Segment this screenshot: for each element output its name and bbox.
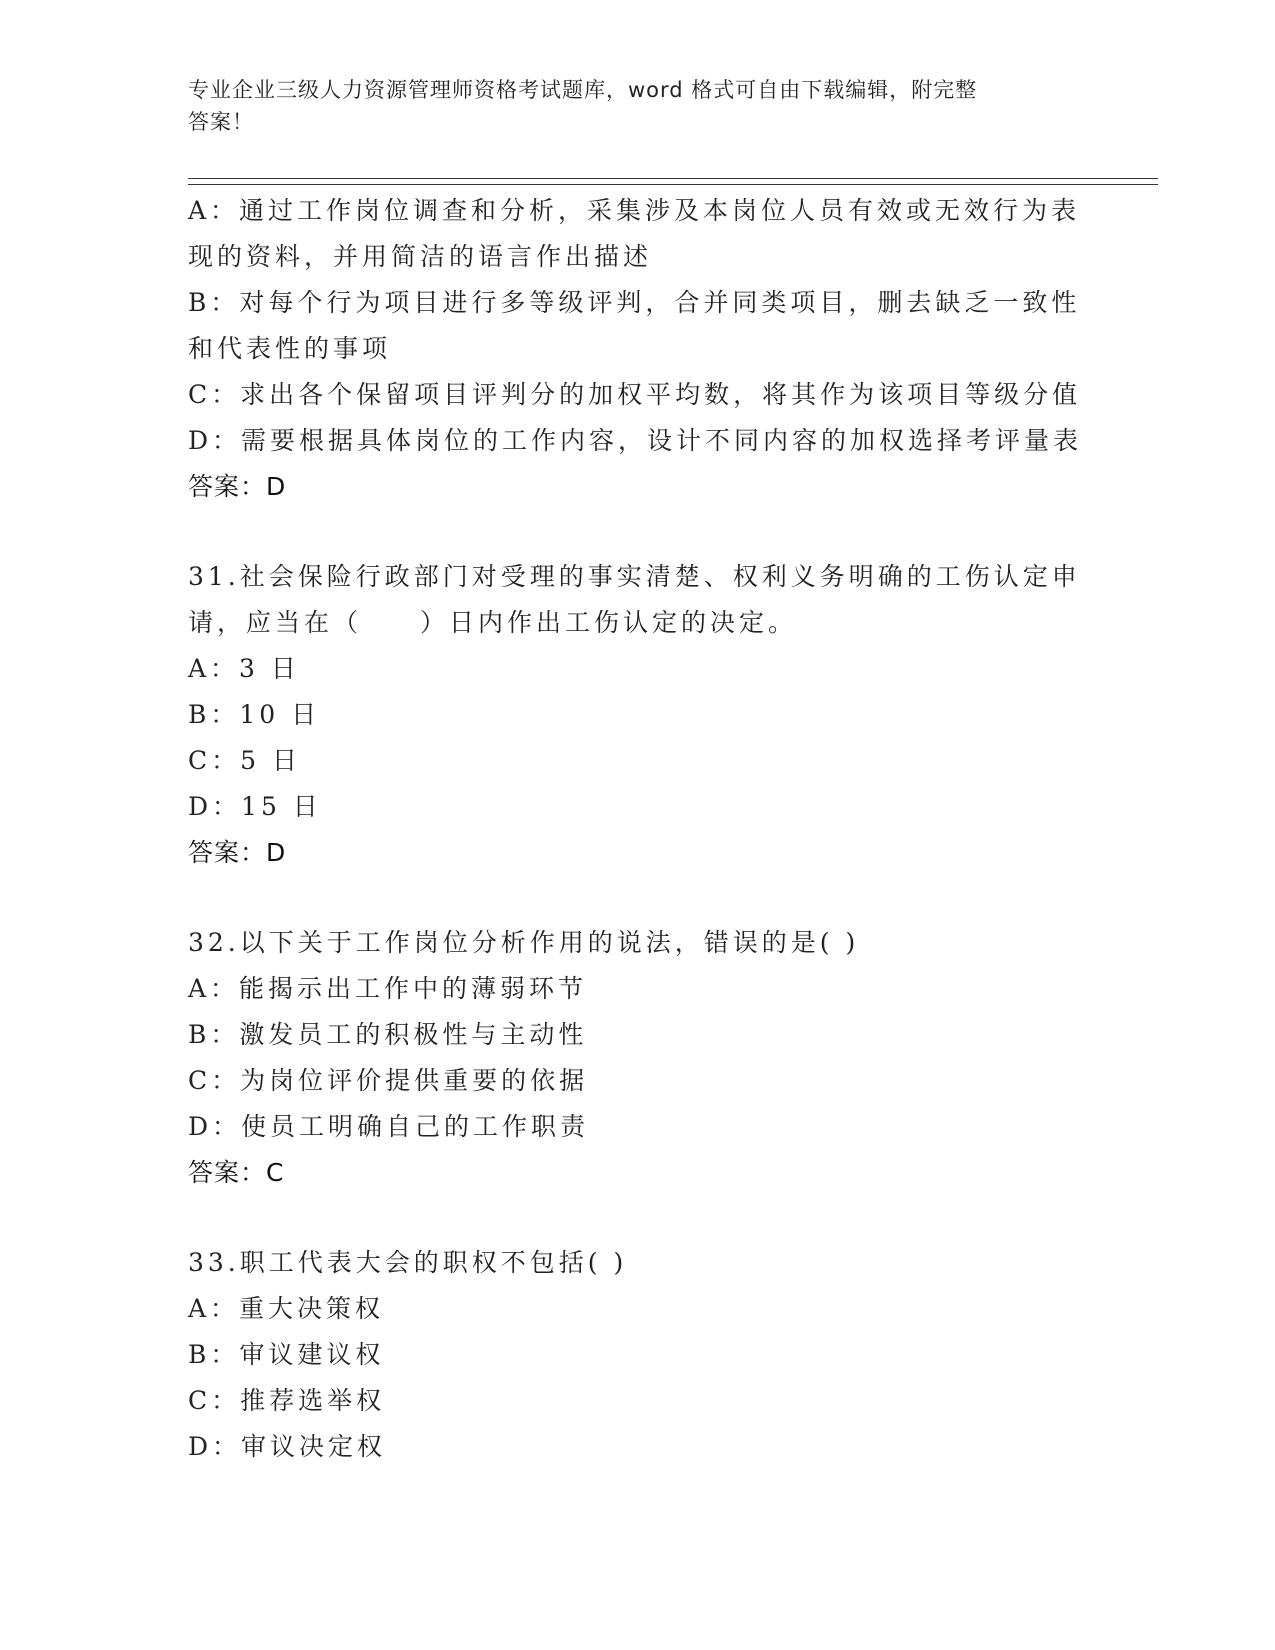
option-b-continued: 和代表性的事项 — [188, 334, 392, 363]
question-stem: 32.以下关于工作岗位分析作用的说法，错误的是( ) — [188, 928, 860, 957]
header-line-2: 答案！ — [188, 110, 254, 134]
option-c: C：为岗位评价提供重要的依据 — [188, 1066, 589, 1095]
answer-text: 答案：C — [188, 1158, 285, 1187]
question-30-continuation — [188, 188, 1088, 510]
question-32 — [188, 920, 1088, 1196]
header-line-1: 专业企业三级人力资源管理师资格考试题库，word 格式可自由下载编辑，附完整 — [188, 78, 978, 102]
document-header — [188, 74, 1088, 138]
spacer — [188, 876, 1088, 920]
option-c: C：5 日 — [188, 746, 301, 775]
question-31 — [188, 554, 1088, 876]
question-stem: 33.职工代表大会的职权不包括( ) — [188, 1248, 628, 1277]
option-d: D：审议决定权 — [188, 1432, 387, 1461]
question-content — [188, 188, 1088, 1470]
question-stem-continued: 请，应当在（ ）日内作出工伤认定的决定。 — [188, 608, 798, 637]
option-b: B：对每个行为项目进行多等级评判，合并同类项目，删去缺乏一致性 — [188, 288, 1081, 317]
spacer — [188, 510, 1088, 554]
option-b: B：10 日 — [188, 700, 321, 729]
option-b: B：激发员工的积极性与主动性 — [188, 1020, 588, 1049]
option-a: A：通过工作岗位调查和分析，采集涉及本岗位人员有效或无效行为表 — [188, 196, 1081, 225]
option-a: A：能揭示出工作中的薄弱环节 — [188, 974, 588, 1003]
header-divider-bottom — [188, 184, 1158, 185]
answer-text: 答案：D — [188, 838, 287, 867]
option-d: D：需要根据具体岗位的工作内容，设计不同内容的加权选择考评量表 — [188, 426, 1083, 455]
question-stem: 31.社会保险行政部门对受理的事实清楚、权利义务明确的工伤认定申 — [188, 562, 1081, 591]
question-33 — [188, 1240, 1088, 1470]
option-b: B：审议建议权 — [188, 1340, 385, 1369]
header-divider-top — [188, 178, 1158, 179]
option-a: A：重大决策权 — [188, 1294, 385, 1323]
option-a-continued: 现的资料，并用简洁的语言作出描述 — [188, 242, 653, 271]
spacer — [188, 1196, 1088, 1240]
option-d: D：15 日 — [188, 792, 322, 821]
option-c: C：求出各个保留项目评判分的加权平均数，将其作为该项目等级分值 — [188, 380, 1082, 409]
answer-text: 答案：D — [188, 472, 287, 501]
option-c: C：推荐选举权 — [188, 1386, 386, 1415]
option-a: A：3 日 — [188, 654, 300, 683]
option-d: D：使员工明确自己的工作职责 — [188, 1112, 590, 1141]
